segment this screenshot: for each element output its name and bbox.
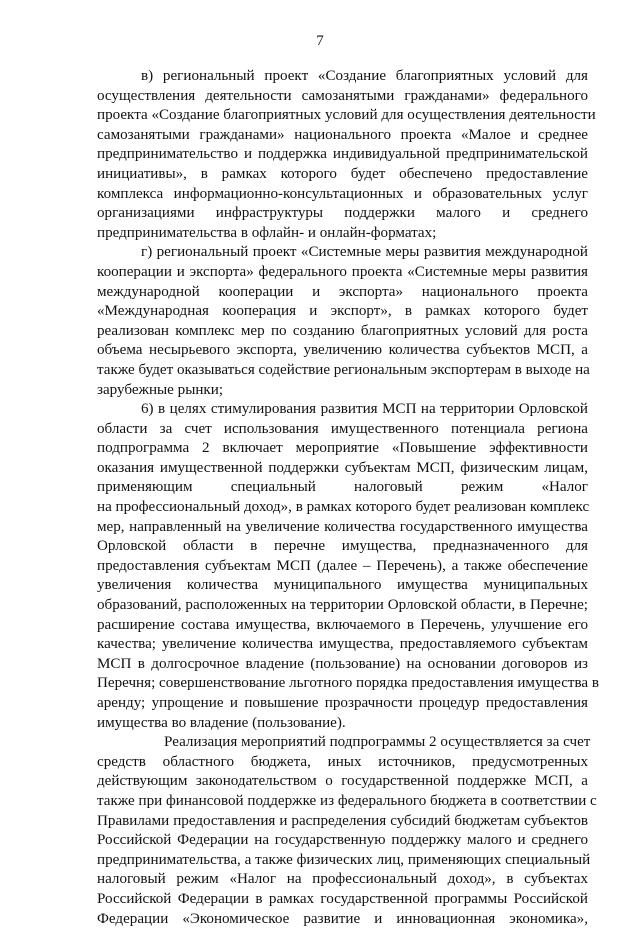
text-line: мер, направленный на увеличение количества государственного имущества [97,518,588,535]
text-line: зарубежные рынки; [97,381,224,398]
text-line: Орловской области в перечне имущества, предназначенного для [97,538,588,555]
text-line: предпринимательства, а также физических лиц, применяющих специальный [97,851,591,868]
text-line: Федерации «Экономическое развитие и инновационная экономика», [97,910,588,927]
text-line: также будет оказываться содействие региональным экспортерам в выходе на [97,361,590,378]
text-line: в) региональный проект «Создание благоприятных условий для [141,68,588,84]
text-line: осуществления деятельности самозанятыми гражданами» федерального [97,87,588,104]
text-line: организациями инфраструктуры поддержки малого и среднего [97,205,588,222]
text-line: международной кооперации и экспорта» национального проекта [97,283,588,300]
text-line: применяющим специальный налоговый режим «Налог [97,479,588,496]
text-line: действующим законодательством о государственной поддержке МСП, а [97,773,588,790]
text-line: подпрограмма 2 включает мероприятие «Повышение эффективности [97,440,588,457]
text-line: предпринимательства в офлайн- и онлайн-форматах; [97,224,437,241]
text-line: предоставления субъектам МСП (далее – Перечень), а также обеспечение [97,557,588,574]
text-line: также при финансовой поддержке из федерального бюджета в соответствии с [97,792,597,809]
text-line: Перечня; совершенствование льготного порядка предоставления имущества в [97,675,600,692]
text-line: расширение состава имущества, включаемого в Перечень, улучшение его [97,616,588,633]
text-line: предпринимательство и поддержка индивидуальной предпринимательской [97,146,588,163]
text-line: Российской Федерации в рамках государственной программы Российской [97,890,588,907]
text-line: налоговый режим «Налог на профессиональный доход», в субъектах [97,871,588,888]
text-line: Правилами предоставления и распределения субсидий бюджетам субъектов [97,812,588,829]
text-line: аренду; упрощение и повышение прозрачности процедур предоставления [97,695,588,711]
text-line: «Международная кооперация и экспорт», в рамках которого будет [97,303,588,320]
text-line: инициативы», в рамках которого будет обеспечено предоставление [97,165,588,182]
text-line: имущества во владение (пользование). [97,714,346,731]
text-line: оказания имущественной поддержки субъектам МСП, физическим лицам, [97,459,588,476]
text-line: кооперации и экспорта» федерального проекта «Системные меры развития [97,263,588,280]
body-text [97,67,600,929]
text-line: 6) в целях стимулирования развития МСП на территории Орловской [141,401,588,418]
text-line: г) региональный проект «Системные меры развития международной [141,244,588,261]
text-line: Российской Федерации на государственную поддержку малого и среднего [97,832,588,849]
page-number: 7 [316,33,324,49]
text-line: области за счет использования имущественного потенциала региона [97,420,588,437]
text-line: качества; увеличение количества имущества, предоставляемого субъектам [97,636,588,653]
text-line: увеличения количества муниципального имущества муниципальных [97,577,588,594]
text-line: Реализация мероприятий подпрограммы 2 осуществляется за счет [164,734,591,751]
text-line: на профессиональный доход», в рамках которого будет реализован комплекс [97,499,590,516]
text-line: комплекса информационно-консультационных и образовательных услуг [97,185,588,202]
text-line: самозанятыми гражданами» национального проекта «Малое и среднее [97,126,588,143]
text-line: МСП в долгосрочное владение (пользование) на основании договоров из [97,655,588,672]
text-line: образований, расположенных на территории Орловской области, в Перечне; [97,597,588,614]
text-line: проекта «Создание благоприятных условий для осуществления деятельности [97,107,596,124]
text-line: реализован комплекс мер по созданию благоприятных условий для роста [97,322,588,339]
text-line: средств областного бюджета, иных источников, предусмотренных [97,753,588,770]
text-line: объема несырьевого экспорта, увеличению количества субъектов МСП, а [97,342,588,359]
